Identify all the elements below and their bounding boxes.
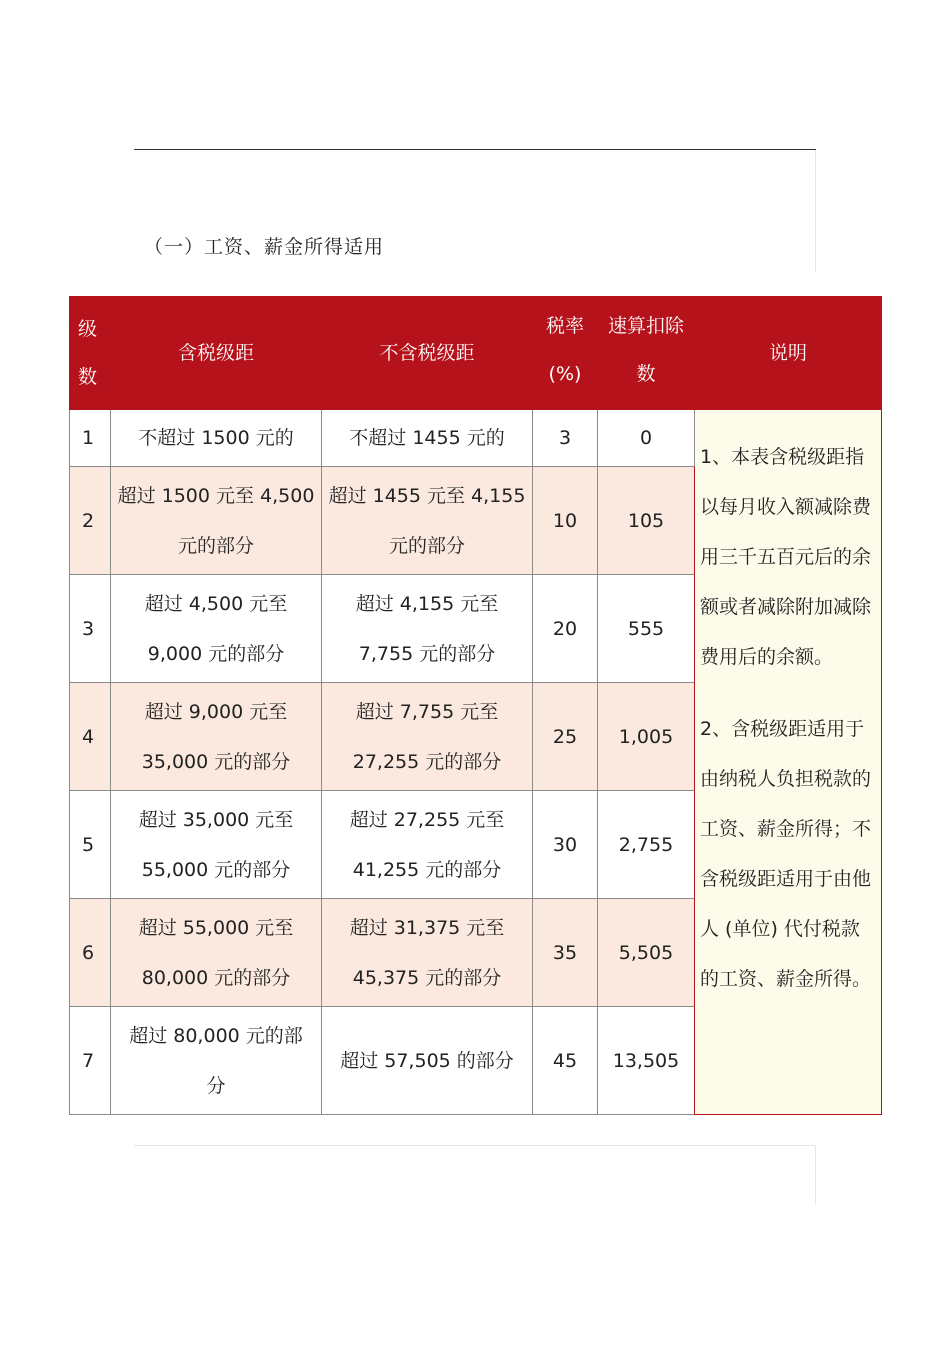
bottom-divider	[134, 1145, 816, 1146]
right-margin-line-bottom	[815, 1146, 816, 1204]
cell-quick-deduction: 105	[598, 467, 695, 575]
cell-rate: 45	[533, 1007, 598, 1115]
cell-level: 1	[70, 410, 111, 467]
cell-non-taxable-range: 超过 4,155 元至 7,755 元的部分	[322, 575, 533, 683]
tax-rate-table	[69, 296, 882, 1115]
cell-taxable-range: 超过 9,000 元至 35,000 元的部分	[111, 683, 322, 791]
cell-non-taxable-range: 不超过 1455 元的	[322, 410, 533, 467]
cell-quick-deduction: 0	[598, 410, 695, 467]
header-taxable-range: 含税级距	[111, 297, 322, 410]
table-row	[70, 410, 882, 467]
cell-level: 5	[70, 791, 111, 899]
cell-non-taxable-range: 超过 57,505 的部分	[322, 1007, 533, 1115]
cell-non-taxable-range: 超过 7,755 元至 27,255 元的部分	[322, 683, 533, 791]
table-header-row	[70, 297, 882, 410]
right-margin-line-top	[815, 150, 816, 272]
cell-quick-deduction: 555	[598, 575, 695, 683]
note-paragraph-1: 1、本表含税级距指以每月收入额减除费用三千五百元后的余额或者减除附加减除费用后的余额。	[700, 446, 872, 668]
cell-rate: 25	[533, 683, 598, 791]
note-cell	[695, 410, 882, 1115]
cell-rate: 10	[533, 467, 598, 575]
cell-non-taxable-range: 超过 27,255 元至 41,255 元的部分	[322, 791, 533, 899]
cell-quick-deduction: 2,755	[598, 791, 695, 899]
header-non-taxable-range: 不含税级距	[322, 297, 533, 410]
cell-taxable-range: 超过 4,500 元至 9,000 元的部分	[111, 575, 322, 683]
cell-level: 2	[70, 467, 111, 575]
header-level: 级 数	[70, 297, 111, 410]
cell-quick-deduction: 1,005	[598, 683, 695, 791]
section-title: （一）工资、薪金所得适用	[144, 236, 385, 258]
cell-taxable-range: 超过 80,000 元的部 分	[111, 1007, 322, 1115]
cell-quick-deduction: 13,505	[598, 1007, 695, 1115]
cell-level: 3	[70, 575, 111, 683]
cell-rate: 20	[533, 575, 598, 683]
header-rate: 税率 (%)	[533, 297, 598, 410]
cell-rate: 30	[533, 791, 598, 899]
note-paragraph-2: 2、含税级距适用于由纳税人负担税款的工资、薪金所得；不含税级距适用于由他人 (单位) 代付税款的工资、薪金所得。	[700, 718, 872, 990]
cell-quick-deduction: 5,505	[598, 899, 695, 1007]
top-divider	[134, 149, 816, 150]
header-quick-deduction: 速算扣除 数	[598, 297, 695, 410]
cell-taxable-range: 不超过 1500 元的	[111, 410, 322, 467]
cell-rate: 3	[533, 410, 598, 467]
header-note: 说明	[695, 297, 882, 410]
cell-level: 6	[70, 899, 111, 1007]
cell-non-taxable-range: 超过 31,375 元至 45,375 元的部分	[322, 899, 533, 1007]
cell-taxable-range: 超过 55,000 元至 80,000 元的部分	[111, 899, 322, 1007]
cell-level: 4	[70, 683, 111, 791]
cell-taxable-range: 超过 35,000 元至 55,000 元的部分	[111, 791, 322, 899]
cell-rate: 35	[533, 899, 598, 1007]
cell-level: 7	[70, 1007, 111, 1115]
cell-taxable-range: 超过 1500 元至 4,500 元的部分	[111, 467, 322, 575]
cell-non-taxable-range: 超过 1455 元至 4,155 元的部分	[322, 467, 533, 575]
